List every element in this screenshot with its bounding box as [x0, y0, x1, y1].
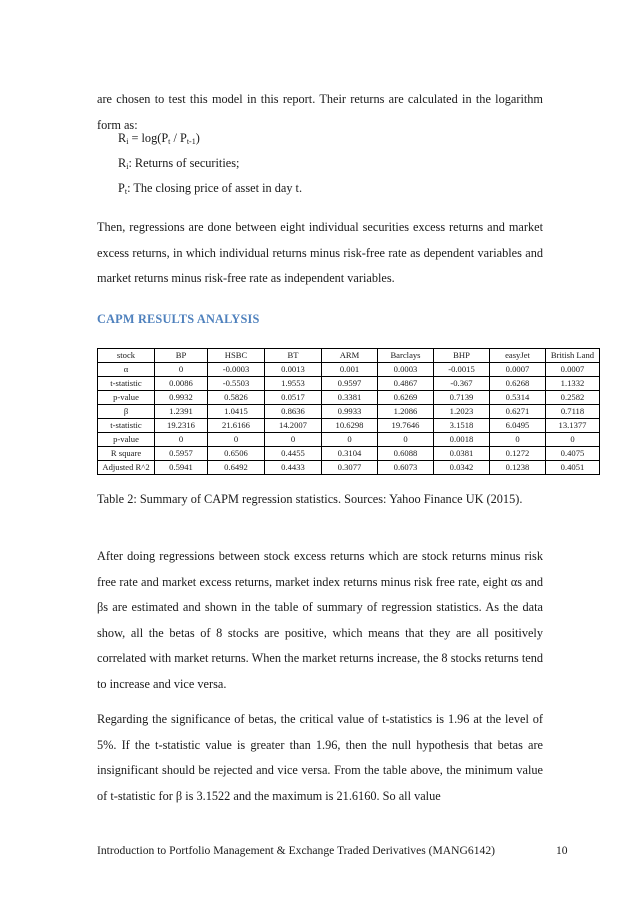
table-cell: 0	[208, 433, 265, 447]
table-cell: 0.6073	[378, 461, 434, 475]
row-label: t-statistic	[98, 419, 155, 433]
table-cell: -0.5503	[208, 377, 265, 391]
table-cell: 0.8636	[265, 405, 322, 419]
table-cell: 0.4075	[546, 447, 600, 461]
table-header	[98, 349, 600, 363]
table-cell: 13.1377	[546, 419, 600, 433]
table-cell: 0.4867	[378, 377, 434, 391]
table-cell: 0.0517	[265, 391, 322, 405]
column-header: BHP	[434, 349, 490, 363]
table-cell: 0	[265, 433, 322, 447]
table-cell: 0.0007	[546, 363, 600, 377]
table-cell: 0.5941	[155, 461, 208, 475]
table-cell: 0.9933	[322, 405, 378, 419]
table-cell: 6.0495	[490, 419, 546, 433]
definition-returns: $R_i$: Returns of securities;	[118, 156, 240, 171]
column-header: easyJet	[490, 349, 546, 363]
table-cell: 0.6088	[378, 447, 434, 461]
table-header-row	[98, 349, 600, 363]
table-cell: 0.4455	[265, 447, 322, 461]
table-cell: -0.367	[434, 377, 490, 391]
row-label: p-value	[98, 391, 155, 405]
section-heading: CAPM RESULTS ANALYSIS	[97, 312, 260, 326]
table-cell: 1.0415	[208, 405, 265, 419]
table-row	[98, 433, 600, 447]
table-cell: 0.6506	[208, 447, 265, 461]
table-cell: 0.0013	[265, 363, 322, 377]
table-row	[98, 391, 600, 405]
table-cell: 0.0342	[434, 461, 490, 475]
table-cell: 0.2582	[546, 391, 600, 405]
column-header: ARM	[322, 349, 378, 363]
table-cell: 0.0007	[490, 363, 546, 377]
page-number: 10	[556, 844, 568, 857]
table-cell: 10.6298	[322, 419, 378, 433]
table-cell: 0.3104	[322, 447, 378, 461]
table-cell: 1.2391	[155, 405, 208, 419]
table-cell: -0.0003	[208, 363, 265, 377]
table-cell: 0.1238	[490, 461, 546, 475]
row-label: Adjusted R^2	[98, 461, 155, 475]
formula-log-return: $R_i = \log(P_t / P_{t-1})$	[118, 131, 200, 146]
row-label: β	[98, 405, 155, 419]
table-cell: 1.9553	[265, 377, 322, 391]
table-cell: 0.9932	[155, 391, 208, 405]
paragraph-beta-analysis: After doing regressions between stock excess returns which are stock returns minus risk free rate and market excess returns, market index returns minus risk free rate, eight αs and βs are estimated and shown in the table of summary of regression statistics. As the data show, all the betas of 8 stocks are positive, which means that they are all positively correlated with market returns. When the market returns increase, the 8 stocks returns tend to increase and vice versa.	[97, 549, 543, 691]
table-cell: 0.5957	[155, 447, 208, 461]
column-header: British Land	[546, 349, 600, 363]
table-cell: 0.0086	[155, 377, 208, 391]
table-cell: 19.2316	[155, 419, 208, 433]
table-cell: 1.2023	[434, 405, 490, 419]
row-label: p-value	[98, 433, 155, 447]
column-header: Barclays	[378, 349, 434, 363]
table-cell: 1.2086	[378, 405, 434, 419]
row-label: R square	[98, 447, 155, 461]
table-row	[98, 419, 600, 433]
column-header: BP	[155, 349, 208, 363]
table-row	[98, 461, 600, 475]
table-row	[98, 363, 600, 377]
definition-price: $P_t$: The closing price of asset in day t.	[118, 181, 303, 196]
table-cell: 0.9597	[322, 377, 378, 391]
table-cell: 0.6492	[208, 461, 265, 475]
table-cell: 0	[546, 433, 600, 447]
table-cell: -0.0015	[434, 363, 490, 377]
table-cell: 3.1518	[434, 419, 490, 433]
table-cell: 0	[490, 433, 546, 447]
table-cell: 14.2007	[265, 419, 322, 433]
table-cell: 0.7118	[546, 405, 600, 419]
table-cell: 0.6271	[490, 405, 546, 419]
row-label: α	[98, 363, 155, 377]
column-header: BT	[265, 349, 322, 363]
table-cell: 0.0381	[434, 447, 490, 461]
table-cell: 0.4433	[265, 461, 322, 475]
table-cell: 0.3077	[322, 461, 378, 475]
table-cell: 19.7646	[378, 419, 434, 433]
table-cell: 0.3381	[322, 391, 378, 405]
table-cell: 0.5826	[208, 391, 265, 405]
capm-summary-table	[97, 348, 600, 475]
table-cell: 0	[155, 433, 208, 447]
table-cell: 0.5314	[490, 391, 546, 405]
table-body	[98, 363, 600, 475]
table-row	[98, 405, 600, 419]
table-cell: 0.6269	[378, 391, 434, 405]
table-row	[98, 377, 600, 391]
row-label: t-statistic	[98, 377, 155, 391]
table-cell: 0.6268	[490, 377, 546, 391]
table-cell: 0	[378, 433, 434, 447]
table-cell: 0.7139	[434, 391, 490, 405]
table-cell: 0.0018	[434, 433, 490, 447]
table-cell: 0	[155, 363, 208, 377]
table-cell: 1.1332	[546, 377, 600, 391]
footer-course-title: Introduction to Portfolio Management & Exchange Traded Derivatives (MANG6142)	[97, 844, 495, 857]
paragraph-significance: Regarding the significance of betas, the critical value of t-statistics is 1.96 at the level of 5%. If the t-statistic value is greater than 1.96, then the null hypothesis that betas are insignificant should be rejected and vice versa. From the table above, the minimum value of t-statistic for β is 3.1522 and the maximum is 21.6160. So all value	[97, 712, 543, 803]
column-header: HSBC	[208, 349, 265, 363]
table-cell: 0.4051	[546, 461, 600, 475]
table-row	[98, 447, 600, 461]
paragraph-regressions: Then, regressions are done between eight individual securities excess returns and market excess returns, in which individual returns minus risk-free rate as dependent variables and market returns minus risk-free rate as independent variables.	[97, 220, 543, 285]
table-cell: 0.1272	[490, 447, 546, 461]
column-header: stock	[98, 349, 155, 363]
table-cell: 0.0003	[378, 363, 434, 377]
paragraph-intro: are chosen to test this model in this report. Their returns are calculated in the logarithm form as:	[97, 92, 543, 132]
table-cell: 0.001	[322, 363, 378, 377]
table-caption: Table 2: Summary of CAPM regression statistics. Sources: Yahoo Finance UK (2015).	[97, 492, 523, 506]
table-cell: 0	[322, 433, 378, 447]
table-cell: 21.6166	[208, 419, 265, 433]
